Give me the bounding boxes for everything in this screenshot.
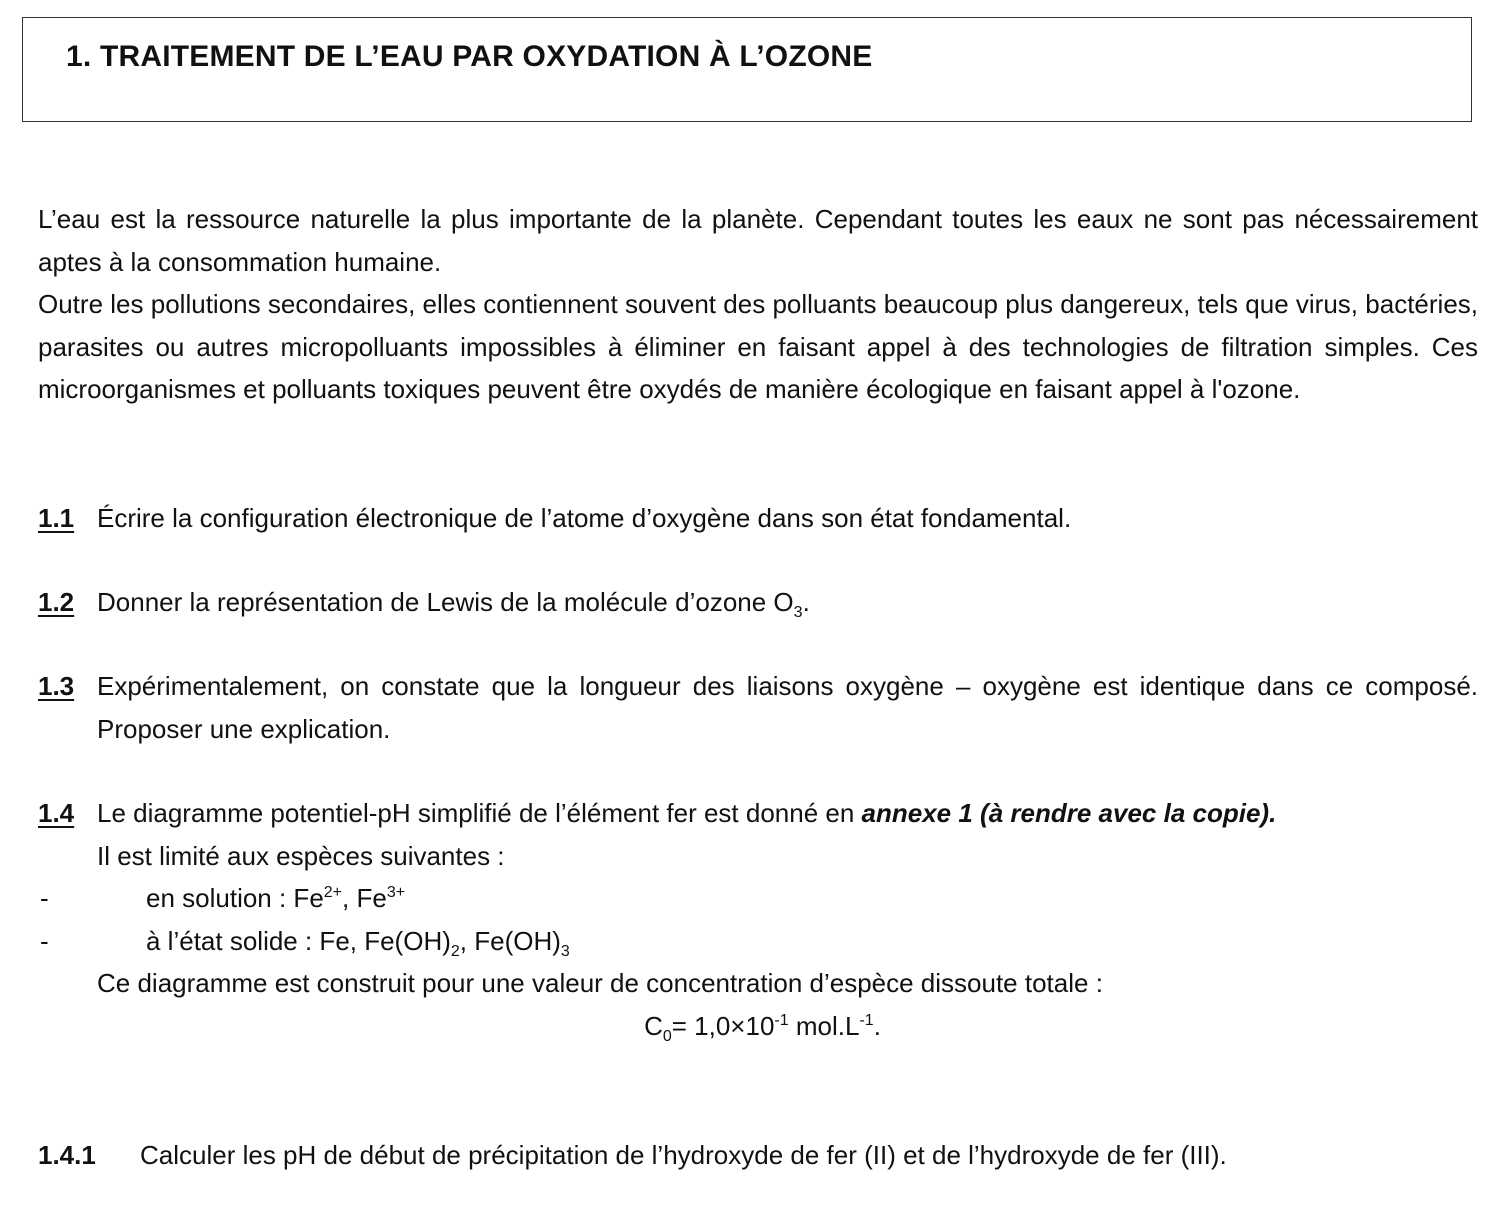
- question-1-2: [38, 581, 1478, 624]
- question-1-3: [38, 665, 1478, 750]
- question-number: 1.4: [38, 798, 75, 828]
- section-title: 1. TRAITEMENT DE L’EAU PAR OXYDATION À L’OZONE: [66, 40, 873, 73]
- question-number: 1.3: [38, 671, 75, 701]
- question-text-end: .: [802, 587, 810, 617]
- fe2-charge: 2+: [323, 884, 343, 902]
- unit-exponent: -1: [859, 1011, 874, 1029]
- intro-paragraph-2: Outre les pollutions secondaires, elles contiennent souvent des polluants beaucoup plus dangereux, tels que virus, bactéries, parasites ou autres micropolluants impossibles à éliminer en faisant appel à des technologies de filtration simples. Ces microorganismes et polluants toxiques peuvent être oxydés de manière écologique en faisant appel à l'ozone.: [38, 289, 1478, 405]
- question-text: Expérimentalement, on constate que la longueur des liaisons oxygène – oxygène est identique dans ce composé. Proposer une explication.: [97, 671, 1478, 744]
- solution-label: en solution : Fe: [146, 883, 324, 914]
- separator: , Fe: [342, 883, 387, 914]
- construct-line: Ce diagramme est construit pour une valeur de concentration d’espèce dissoute totale :: [97, 968, 1103, 999]
- question-1-1: [38, 497, 1478, 540]
- limited-species-line: Il est limité aux espèces suivantes :: [97, 840, 505, 871]
- question-1-4-1: [38, 1134, 1227, 1177]
- annex-reference: annexe 1 (à rendre avec la copie).: [861, 798, 1277, 828]
- formula-c: C: [644, 1010, 663, 1041]
- question-text: [97, 581, 1478, 624]
- formula-value: = 1,0×10: [671, 1010, 775, 1041]
- concentration-formula: [97, 1005, 1478, 1048]
- question-number: 1.2: [38, 587, 75, 617]
- fe3-charge: 3+: [386, 884, 406, 902]
- question-text: Écrire la configuration électronique de l’atome d’oxygène dans son état fondamental.: [97, 503, 1072, 533]
- ozone-subscript: 3: [793, 604, 803, 621]
- subscript-2: 2: [450, 942, 460, 960]
- formula-unit: mol.L: [788, 1010, 860, 1041]
- question-text-main: Donner la représentation de Lewis de la molécule d’ozone O: [97, 587, 794, 617]
- question-text: Calculer les pH de début de précipitation de l’hydroxyde de fer (II) et de l’hydroxyde de fer (III).: [140, 1140, 1227, 1170]
- formula-end: .: [873, 1010, 881, 1041]
- question-number: 1.1: [38, 503, 75, 533]
- intro-paragraph-1: L’eau est la ressource naturelle la plus importante de la planète. Cependant toutes les eaux ne sont pas nécessairement aptes à la consommation humaine.: [38, 204, 1478, 277]
- question-1-4: [38, 792, 1478, 1048]
- subscript-3: 3: [560, 942, 570, 960]
- list-dash: -: [40, 883, 49, 914]
- formula-exponent: -1: [774, 1011, 789, 1029]
- list-item-solid: [40, 920, 1478, 963]
- separator: , Fe(OH): [459, 925, 561, 956]
- question-1-4-intro: [97, 792, 1478, 835]
- list-item-text: [97, 883, 405, 913]
- intro-text: [38, 198, 1478, 411]
- list-item-solution: [40, 877, 1478, 920]
- list-item-text: [97, 925, 570, 960]
- question-number: 1.4.1: [38, 1140, 96, 1170]
- intro-text-part: Le diagramme potentiel-pH simplifié de l’élément fer est donné en: [97, 798, 862, 828]
- formula-c-subscript: 0: [662, 1027, 672, 1045]
- solid-label: à l’état solide : Fe, Fe(OH): [146, 925, 451, 956]
- list-dash: -: [40, 925, 49, 956]
